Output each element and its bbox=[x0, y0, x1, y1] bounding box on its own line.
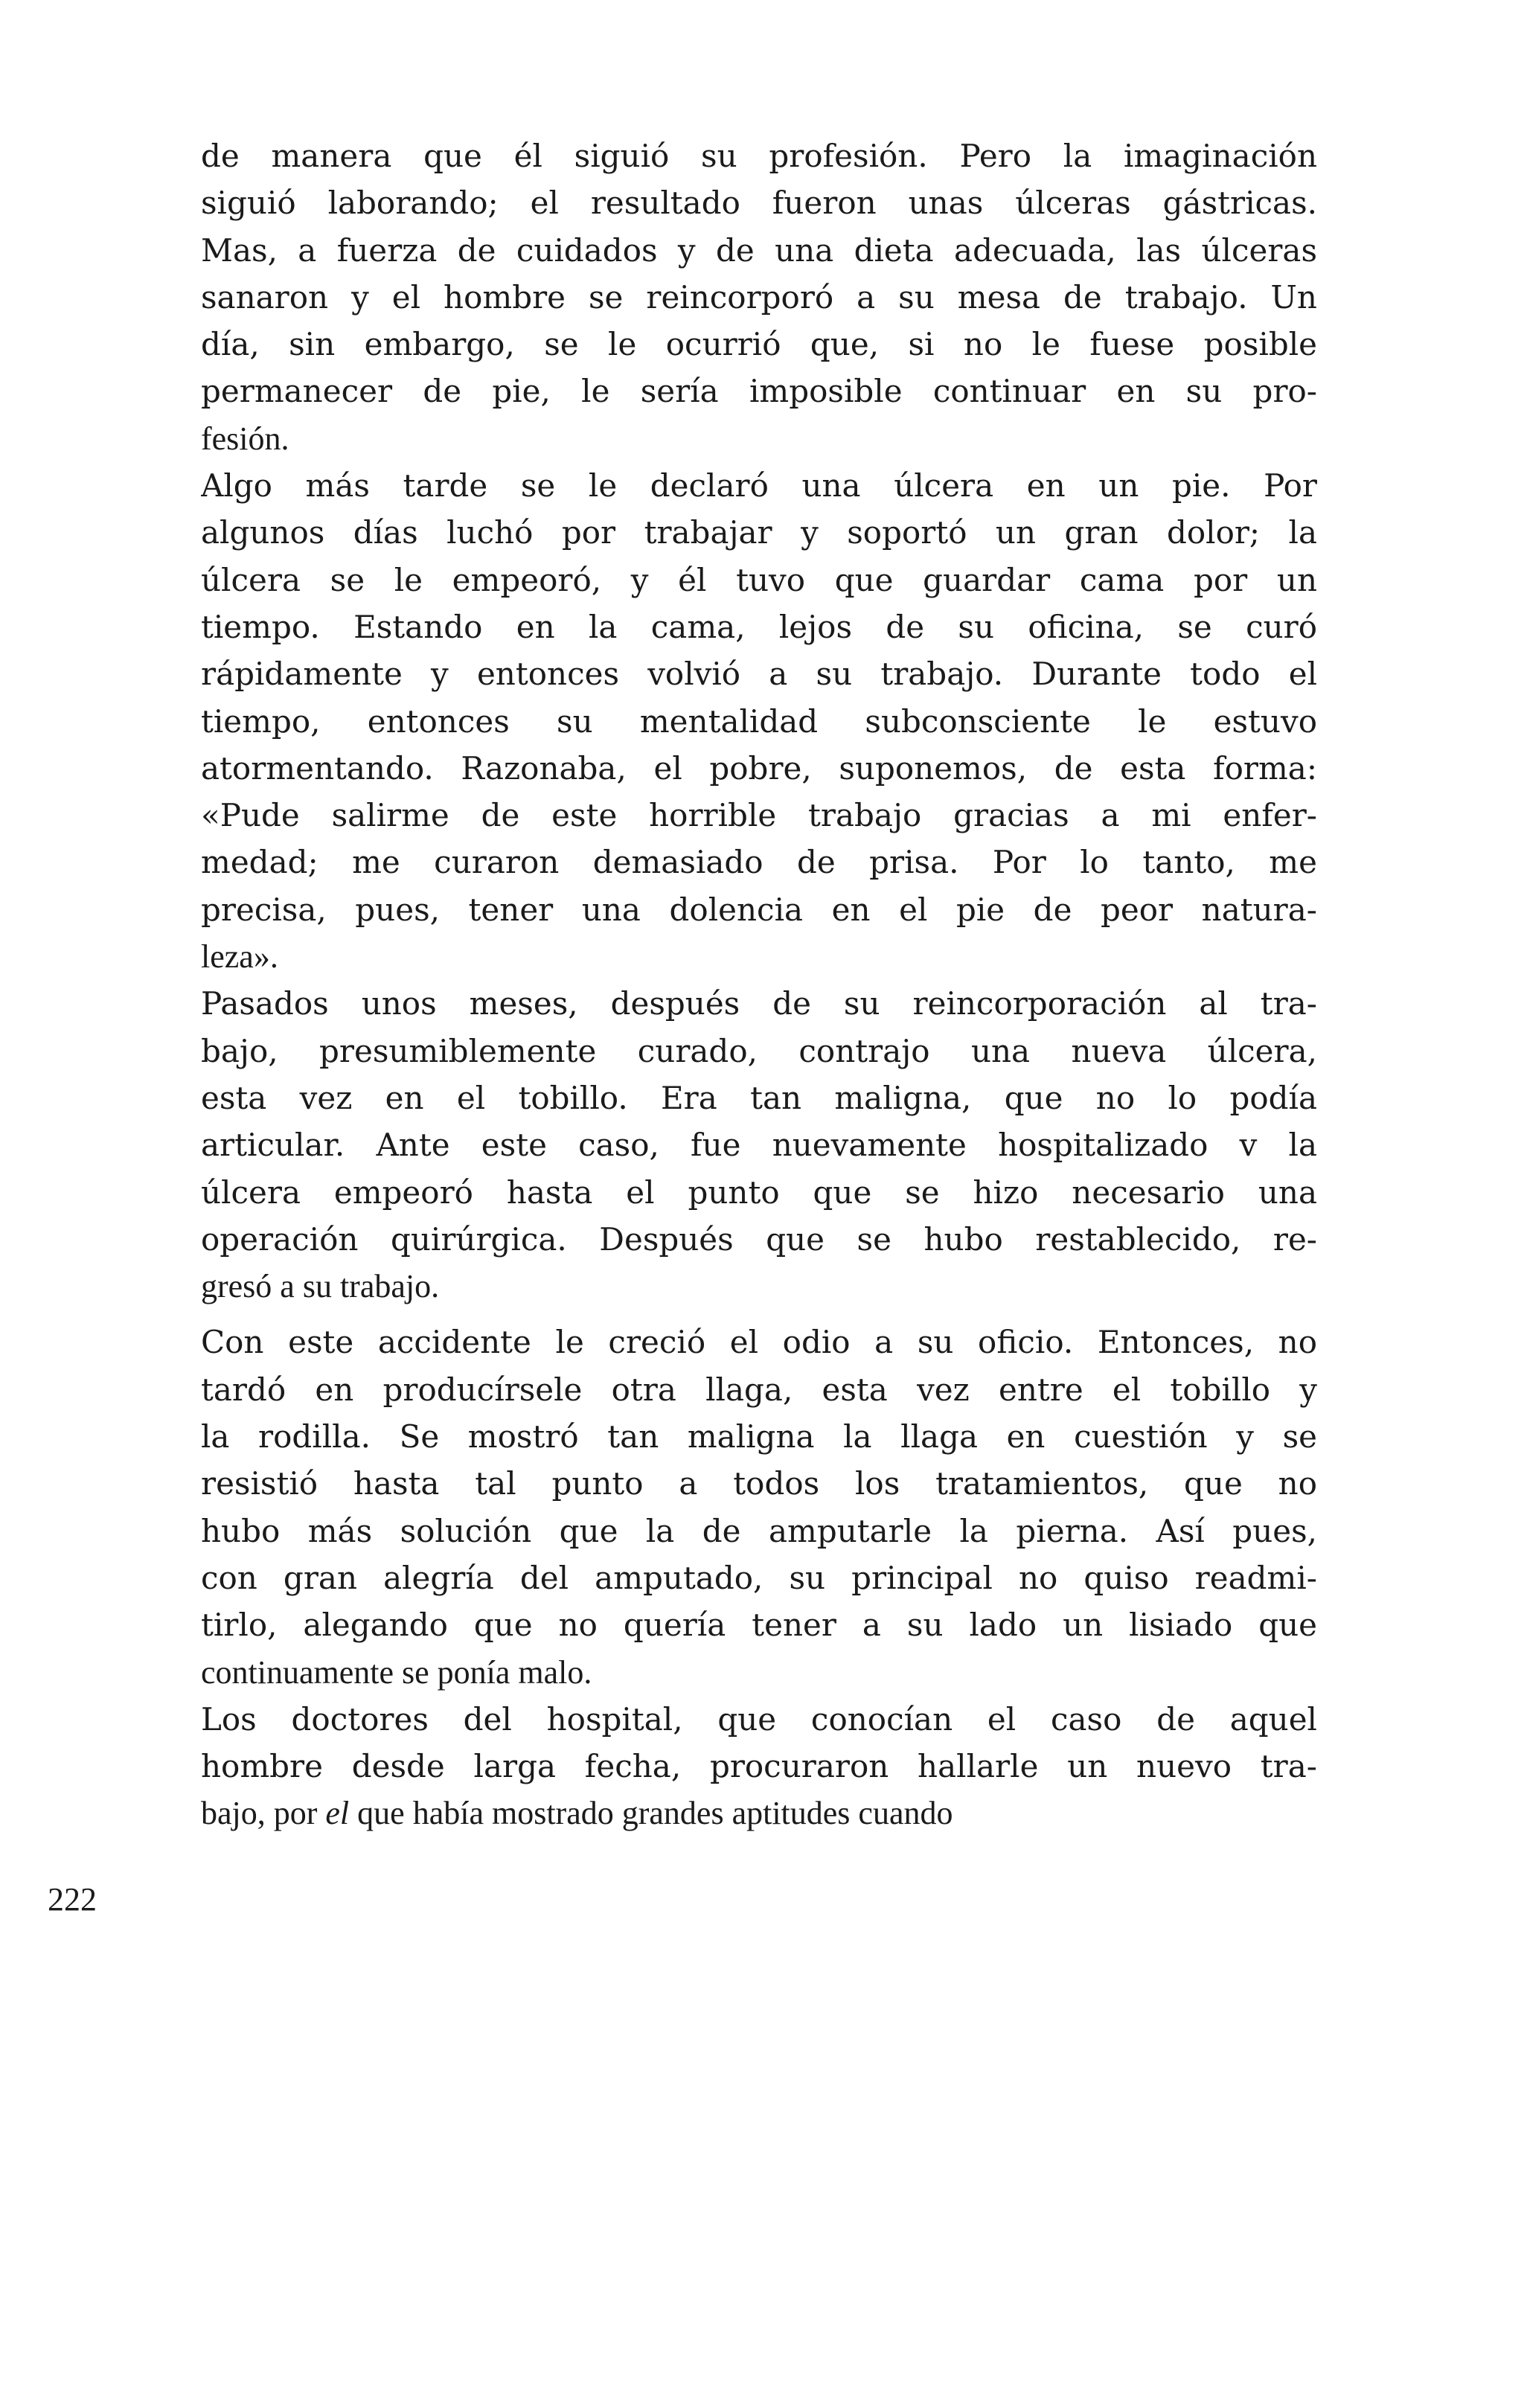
text-line: día, sin embargo, se le ocurrió que, si no le fuese posible bbox=[201, 326, 1317, 363]
paragraph-spacer bbox=[201, 1310, 1317, 1319]
text-line: Algo más tarde se le declaró una úlcera en un pie. Por bbox=[201, 467, 1317, 505]
text-line-final bbox=[201, 1790, 1317, 1837]
text-line: siguió laborando; el resultado fueron unas úlceras gástricas. bbox=[201, 185, 1317, 222]
text-line: Los doctores del hospital, que conocían el caso de aquel bbox=[201, 1700, 1317, 1738]
text-line: permanecer de pie, le sería imposible continuar en su pro- bbox=[201, 373, 1317, 410]
italic-word: el bbox=[325, 1795, 350, 1832]
text-line: articular. Ante este caso, fue nuevamente hospitalizado v la bbox=[201, 1127, 1317, 1164]
text-line: Pasados unos meses, después de su reincorporación al tra- bbox=[201, 985, 1317, 1022]
text-line: atormentando. Razonaba, el pobre, suponemos, de esta forma: bbox=[201, 749, 1317, 787]
text-line: hombre desde larga fecha, procuraron hallarle un nuevo tra- bbox=[201, 1748, 1317, 1785]
text-line: la rodilla. Se mostró tan maligna la llaga en cuestión y se bbox=[201, 1418, 1317, 1456]
text-line: leza». bbox=[201, 938, 278, 976]
body-text bbox=[201, 132, 1317, 1837]
page-number: 222 bbox=[48, 1881, 97, 1918]
text-line: sanaron y el hombre se reincorporó a su mesa de trabajo. Un bbox=[201, 278, 1317, 316]
paragraph-5 bbox=[201, 1696, 1317, 1837]
text-line: hubo más solución que la de amputarle la pierna. Así pues, bbox=[201, 1512, 1317, 1549]
text-line: de manera que él siguió su profesión. Pero la imaginación bbox=[201, 138, 1317, 174]
text-run: que había mostrado grandes aptitudes cuando bbox=[349, 1795, 953, 1832]
text-line: gresó a su trabajo. bbox=[201, 1268, 440, 1305]
text-line: tiempo. Estando en la cama, lejos de su oficina, se curó bbox=[201, 608, 1317, 645]
text-line: úlcera se le empeoró, y él tuvo que guardar cama por un bbox=[201, 561, 1317, 598]
text-line: tirlo, alegando que no quería tener a su lado un lisiado que bbox=[201, 1607, 1317, 1644]
text-line: esta vez en el tobillo. Era tan maligna, que no lo podía bbox=[201, 1079, 1317, 1116]
paragraph-4 bbox=[201, 1319, 1317, 1695]
text-line: bajo, presumiblemente curado, contrajo una nueva úlcera, bbox=[201, 1032, 1317, 1069]
text-line: rápidamente y entonces volvió a su trabajo. Durante todo el bbox=[201, 656, 1317, 693]
text-line: Mas, a fuerza de cuidados y de una dieta adecuada, las úlceras bbox=[201, 231, 1317, 269]
text-line: continuamente se ponía malo. bbox=[201, 1653, 592, 1691]
paragraph-3 bbox=[201, 980, 1317, 1310]
text-run: bajo, por bbox=[201, 1795, 326, 1832]
text-line: algunos días luchó por trabajar y soportó un gran dolor; la bbox=[201, 514, 1317, 551]
text-line: «Pude salirme de este horrible trabajo gracias a mi enfer- bbox=[201, 797, 1317, 834]
text-line: resistió hasta tal punto a todos los tratamientos, que no bbox=[201, 1465, 1317, 1502]
text-line: úlcera empeoró hasta el punto que se hizo necesario una bbox=[201, 1173, 1317, 1211]
text-line: Con este accidente le creció el odio a su oficio. Entonces, no bbox=[201, 1324, 1317, 1361]
text-line: operación quirúrgica. Después que se hubo restablecido, re- bbox=[201, 1220, 1317, 1258]
text-line: precisa, pues, tener una dolencia en el pie de peor natura- bbox=[201, 891, 1317, 928]
text-line: medad; me curaron demasiado de prisa. Por lo tanto, me bbox=[201, 844, 1317, 881]
text-line: tardó en producírsele otra llaga, esta vez entre el tobillo y bbox=[201, 1371, 1317, 1408]
paragraph-1 bbox=[201, 132, 1317, 462]
text-line: tiempo, entonces su mentalidad subconsciente le estuvo bbox=[201, 702, 1317, 740]
paragraph-2 bbox=[201, 462, 1317, 980]
text-line: fesión. bbox=[201, 420, 289, 457]
text-line: con gran alegría del amputado, su principal no quiso readmi- bbox=[201, 1559, 1317, 1596]
